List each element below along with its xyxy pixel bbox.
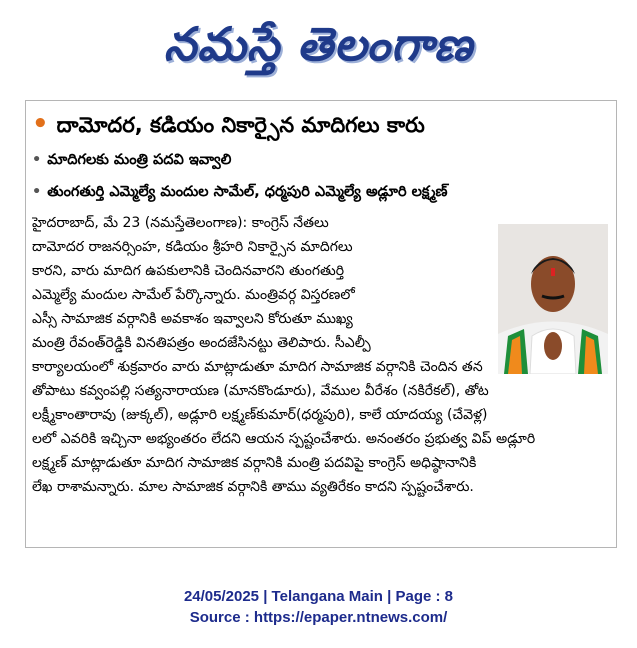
subhead-text: మాదిగలకు మంత్రి పదవి ఇవ్వాలి [47,152,232,168]
body-line: లేఖ రాశామన్నారు. మాల సామాజిక వర్గానికి తాము వ్యతిరేకం కాదని స్పష్టంచేశారు. [32,479,474,495]
body-line: లక్ష్మణ్ మాట్లాడుతూ మాదిగ సామాజిక వర్గానికి మంత్రి పదవిపై కాంగ్రెస్ అధిష్ఠానానికి [32,455,477,471]
body-line: లక్ష్మీకాంతారావు (జుక్కల్), అడ్లూరి లక్ష్మణ్‌కుమార్(ధర్మపురి), కాలే యాదయ్య (చేవెళ్ల) [32,407,488,423]
bullet-icon: • [32,109,49,139]
body-line: ఎస్సీ సామాజిక వర్గానికి అవకాశం ఇవ్వాలని కోరుతూ ముఖ్య [32,311,353,327]
article-body [32,211,610,499]
body-line: దామోదర రాజనర్సింహ, కడియం శ్రీహరి నికార్సైన మాదిగలు [32,239,353,255]
body-line: తోపాటు కవ్వంపల్లి సత్యనారాయణ (మానకొండూరు), వేముల వీరేశం (నకిరేకల్), తోట [32,383,489,399]
footer-source: Source : https://epaper.ntnews.com/ [189,609,448,626]
article-clipping [25,100,617,548]
body-line: హైదరాబాద్, మే 23 (నమస్తేతెలంగాణ): కాంగ్రెస్ నేతలు [32,215,329,231]
body-line: ఎమ్మెల్యే మందుల సామేల్ పేర్కొన్నారు. మంత్రివర్గ విస్తరణలో [32,287,355,303]
body-line: లలో ఎవరికి ఇచ్చినా అభ్యంతరం లేదని ఆయన స్పష్టంచేశారు. అనంతరం ప్రభుత్వ విప్ అడ్లూరి [32,431,536,447]
body-line: కార్యాలయంలో శుక్రవారం వారు మాట్లాడుతూ మాదిగ సామాజిక వర్గానికి చెందిన తన [32,359,483,375]
body-line: మంత్రి రేవంత్‌రెడ్డికి వినతిపత్రం అందజేసినట్టు తెలిపారు. సీఎల్పీ [32,335,371,351]
body-line: కారని, వారు మాదిగ ఉపకులానికి చెందినవారని తుంగతుర్తి [32,263,345,279]
bullet-icon: • [32,184,42,200]
masthead-title: నమస్తే తెలంగాణ [163,17,474,71]
footer-date-page: 24/05/2025 | Telangana Main | Page : 8 [183,588,454,605]
article-subhead [32,181,610,203]
subhead-text: తుంగతుర్తి ఎమ్మెల్యే మందుల సామేల్, ధర్మపురి ఎమ్మెల్యే అడ్లూరి లక్ష్మణ్ [47,184,448,200]
article-subhead [32,149,610,171]
article-headline [32,109,610,140]
bullet-icon: • [32,152,42,168]
newspaper-masthead [0,4,637,84]
headline-text: దామోదర, కడియం నికార్సైన మాదిగలు కారు [56,113,425,137]
